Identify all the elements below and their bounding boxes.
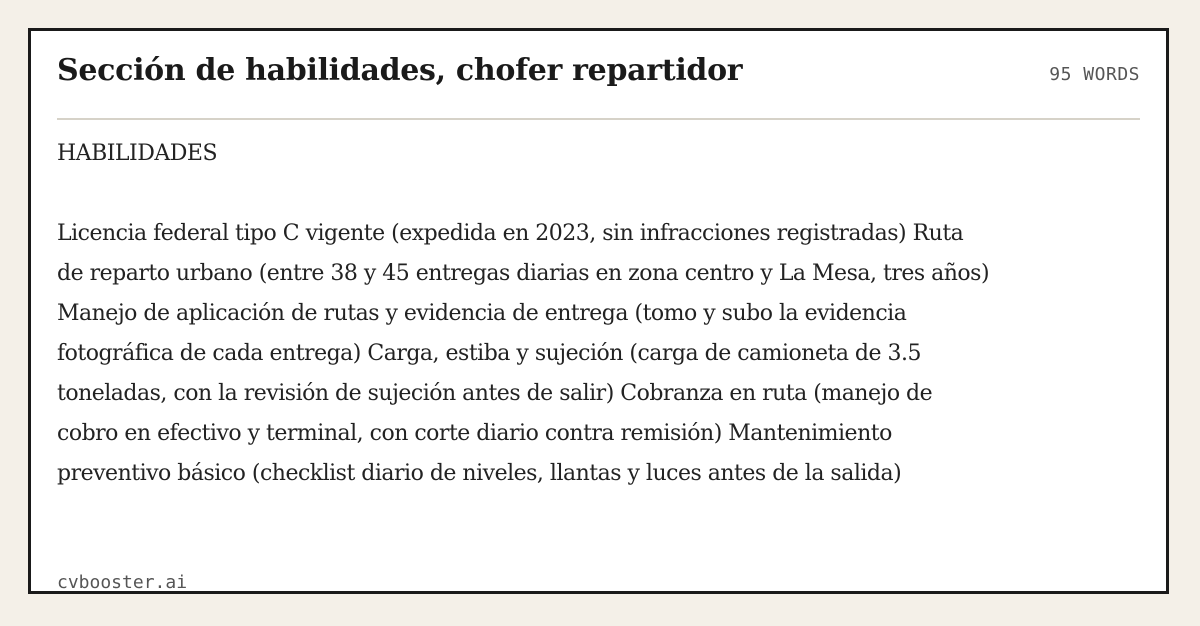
word-count-label: 95 WORDS [1049, 64, 1140, 85]
card-header [57, 31, 1140, 120]
document-title: Sección de habilidades, chofer repartidor [57, 53, 743, 88]
section-heading: HABILIDADES [57, 141, 218, 166]
paragraph-spacer [57, 174, 992, 214]
footer-brand: cvbooster.ai [57, 572, 188, 593]
document-card [28, 28, 1169, 594]
document-body [57, 134, 992, 494]
skills-paragraph: Licencia federal tipo C vigente (expedida en 2023, sin infracciones registradas) Ruta de reparto urbano (entre 38 y 45 entregas diarias en zona centro y La Mesa, tres años) Manejo de aplicación de rutas y evidencia de entrega (tomo y subo la evidencia fotográfica de cada entrega) Carga, estiba y sujeción (carga de camioneta de 3.5 toneladas, con la revisión de sujeción antes de salir) Cobranza en ruta (manejo de cobro en efectivo y terminal, con corte diario contra remisión) Mantenimiento preventivo básico (checklist diario de niveles, llantas y luces antes de la salida) [57, 221, 990, 486]
